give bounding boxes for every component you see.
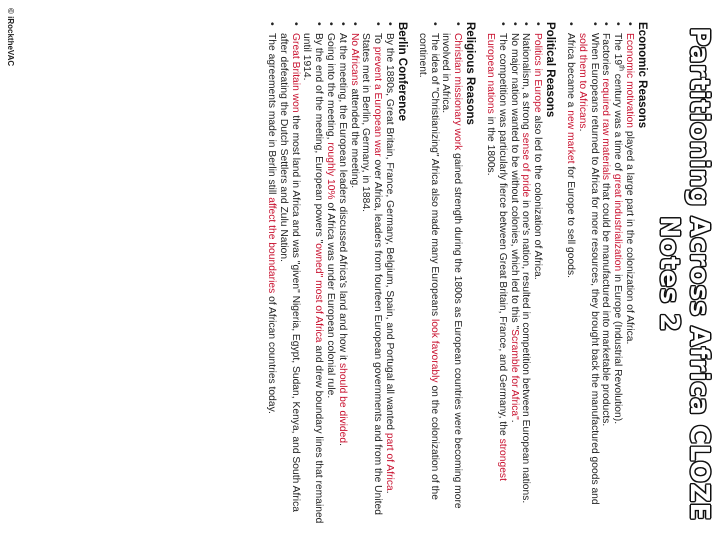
bullet-item: [277, 22, 301, 526]
bullet-text: for Europe to sell goods.: [565, 163, 577, 278]
bullet-text: To: [372, 33, 384, 47]
bullet-list: [416, 22, 463, 526]
bullet-item: [360, 22, 384, 526]
bullet-text: th: [617, 65, 625, 71]
bullet-list: [265, 22, 395, 526]
bullet-text: the most land in Africa and was "given" Nigeria, Egypt, Sudan, Kenya, and South Africa after defeating the Dutch Settlers and Zulu Nation.: [277, 33, 301, 512]
section-religious-reasons: [416, 22, 476, 526]
bullet-item: [324, 22, 336, 526]
bullet-text: also led to the colonization of Africa.: [532, 112, 544, 280]
cloze-answer: required raw materials: [600, 78, 612, 181]
cloze-answer: Scramble for Africa": [508, 329, 520, 420]
bullet-text: over Africa, leaders from fourteen European governments and from the United States met in Berlin, Germany, in 1884.: [360, 33, 384, 515]
bullet-text: of Africa was under European colonial rule.: [325, 199, 337, 399]
cloze-answer: No Africans: [348, 33, 360, 86]
bullet-text: on the colonization of the continent.: [416, 33, 440, 500]
bullet-item: [564, 22, 576, 526]
bullet-item: [484, 22, 508, 526]
section-heading: Political Reasons: [544, 22, 557, 118]
bullet-text: in the 1800s.: [485, 113, 497, 176]
bullet-text: that could be manufactured into marketable products.: [600, 180, 612, 427]
bullet-list: [484, 22, 543, 526]
bullet-text: When Europeans returned to Africa for more resources, they brought back the manufactured goods and: [588, 33, 600, 505]
bullet-text: Nationalism, a strong: [520, 33, 532, 133]
bullet-list: [564, 22, 635, 526]
bullet-text: At the meeting, the European leaders discussed Africa's land and how it: [336, 33, 348, 363]
cloze-answer: Great Britain won: [289, 33, 301, 113]
bullet-text: The 19: [612, 33, 624, 66]
cloze-answer: new market: [565, 110, 577, 164]
bullet-text: attended the meeting.: [348, 85, 360, 189]
cloze-answer: sold them to Africans: [576, 33, 588, 129]
cloze-answer: affect the boundaries: [266, 197, 278, 294]
bullet-text: .: [336, 443, 348, 446]
bullet-text: Going into the meeting,: [325, 33, 337, 143]
bullet-item: [600, 22, 612, 526]
bullet-text: of African countries today.: [266, 293, 278, 414]
bullet-text: .: [384, 490, 396, 494]
cloze-answer: sense of pride: [520, 132, 532, 198]
bullet-item: [440, 22, 464, 526]
bullet-text: Factories: [600, 33, 612, 79]
bullet-text: .: [508, 419, 520, 423]
brand-logo: © iRocktheVAC: [6, 8, 15, 67]
section-berlin-conference: [265, 22, 408, 526]
section-heading: Religious Reasons: [464, 22, 477, 125]
section-heading: Berlin Conference: [396, 22, 409, 122]
bullet-text: century was a time of: [612, 70, 624, 174]
bullet-item: [416, 22, 440, 526]
cloze-answer: prevent a European war: [372, 46, 384, 157]
bullet-text: By the end of the meeting, European powers ": [313, 33, 325, 244]
bullet-item: [531, 22, 543, 526]
cloze-answer: roughly 10%: [325, 142, 337, 200]
bullet-text: gained strength during the 1800s as European countries were becoming more involved in Africa.: [440, 33, 464, 509]
bullet-item: [336, 22, 348, 526]
bullet-item: [623, 22, 635, 526]
bullet-text: The idea of "Christianizing" Africa also made many Europeans: [428, 33, 440, 320]
bullet-text: By the 1880s, Great Britain, France, Germany, Belgium, Spain, and Portugal all wanted: [384, 33, 396, 433]
bullet-item: [520, 22, 532, 526]
cloze-answer: should be divided: [336, 362, 348, 444]
notes-body: [265, 22, 648, 526]
bullet-item: [508, 22, 520, 526]
cloze-answer: owned" most of Africa: [313, 243, 325, 343]
bullet-text: played a large part in the colonization of Africa.: [624, 128, 635, 345]
bullet-item: [301, 22, 325, 526]
bullet-item: [348, 22, 360, 526]
cloze-answer: Economic motivation: [624, 33, 635, 128]
bullet-item: [265, 22, 277, 526]
cloze-answer: Politics in Europe: [532, 33, 544, 113]
bullet-text: The agreements made in Berlin still: [266, 33, 278, 198]
bullet-item: [611, 22, 623, 526]
cloze-answer: look favorably: [428, 319, 440, 383]
cloze-answer: part of Africa: [384, 432, 396, 491]
bullet-text: in one's nation, resulted in competition between European nations.: [520, 197, 532, 504]
bullet-text: in Europe (Industrial Revolution).: [612, 271, 624, 425]
section-heading: Economic Reasons: [636, 22, 648, 129]
section-economic-reasons: [564, 22, 648, 526]
bullet-item: [576, 22, 600, 526]
page-title: Partitioning Across Africa CLOZE Notes 2: [654, 27, 714, 521]
bullet-text: No major nation wanted to be without colonies, which led to this ": [508, 33, 520, 330]
section-political-reasons: [484, 22, 556, 526]
bullet-text: Africa became a: [565, 33, 577, 111]
bullet-text: The competition was particularly fierce between Great Britain, France, and Germany, the: [496, 33, 508, 439]
cloze-answer: strongest European nations: [485, 33, 508, 481]
cloze-answer: great industrialization: [612, 173, 624, 272]
bullet-text: and drew boundary lines that remained until 1914.: [301, 33, 325, 524]
bullet-item: [383, 22, 395, 526]
cloze-answer: Christian missionary work: [452, 33, 464, 151]
bullet-text: .: [576, 128, 588, 132]
